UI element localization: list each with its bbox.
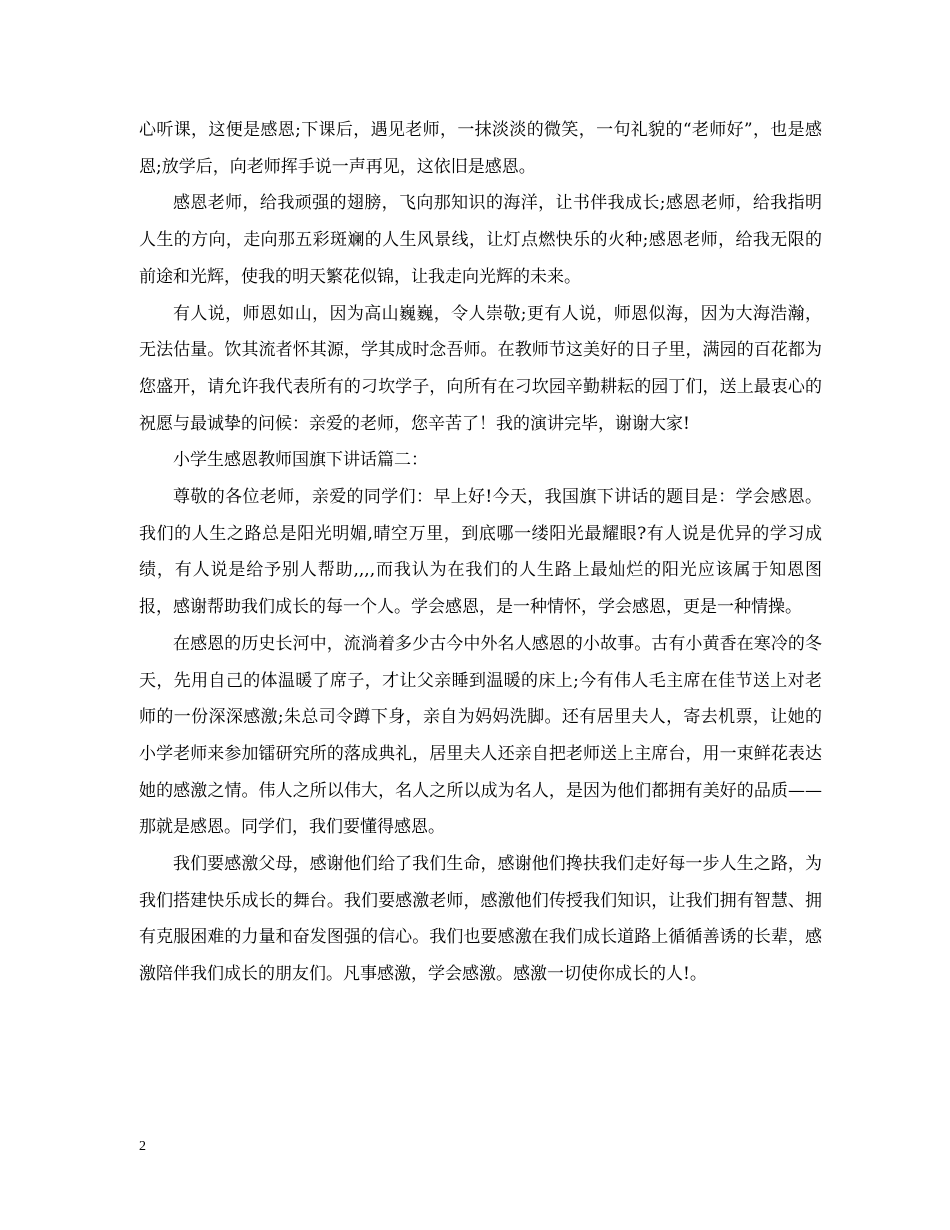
paragraph-7: 我们要感激父母，感谢他们给了我们生命，感谢他们搀扶我们走好每一步人生之路，为我们搭建快乐成长的舞台。我们要感激老师，感激他们传授我们知识，让我们拥有智慧、拥有克服困难的力量和奋发图强的信心。我们也要感激在我们成长道路上循循善诱的长辈，感激陪伴我们成长的朋友们。凡事感激，学会感激。感激一切使你成长的人!。 (139, 854, 822, 985)
paragraph-5: 尊敬的各位老师，亲爱的同学们：早上好!今天，我国旗下讲话的题目是：学会感恩。我们的人生之路总是阳光明媚,晴空万里，到底哪一缕阳光最耀眼?有人说是优异的学习成绩，有人说是给予别人帮助,,,,而我认为在我们的人生路上最灿烂的阳光应该属于知恩图报，感谢帮助我们成长的每一个人。学会感恩，是一种情怀，学会感恩，更是一种情操。 (139, 487, 822, 618)
page-number: 2 (139, 1139, 146, 1154)
paragraph-6: 在感恩的历史长河中，流淌着多少古今中外名人感恩的小故事。古有小黄香在寒冷的冬天，先用自己的体温暖了席子，才让父亲睡到温暖的床上;今有伟人毛主席在佳节送上对老师的一份深深感激;朱总司令蹲下身，亲自为妈妈洗脚。还有居里夫人，寄去机票，让她的小学老师来参加镭研究所的落成典礼，居里夫人还亲自把老师送上主席台，用一束鲜花表达她的感激之情。伟人之所以伟大，名人之所以成为名人，是因为他们都拥有美好的品质——那就是感恩。同学们，我们要懂得感恩。 (139, 633, 822, 838)
document-body (139, 112, 822, 993)
paragraph-3: 有人说，师恩如山，因为高山巍巍，令人崇敬;更有人说，师恩似海，因为大海浩瀚，无法估量。饮其流者怀其源，学其成时念吾师。在教师节这美好的日子里，满园的百花都为您盛开，请允许我代表所有的刁坎学子，向所有在刁坎园辛勤耕耘的园丁们，送上最衷心的祝愿与最诚挚的问候：亲爱的老师，您辛苦了！我的演讲完毕，谢谢大家! (139, 303, 822, 434)
section-heading: 小学生感恩教师国旗下讲话篇二： (173, 450, 428, 471)
paragraph-1: 心听课，这便是感恩;下课后，遇见老师，一抹淡淡的微笑，一句礼貌的“老师好”，也是感恩;放学后，向老师挥手说一声再见，这依旧是感恩。 (139, 120, 822, 177)
paragraph-2: 感恩老师，给我顽强的翅膀，飞向那知识的海洋，让书伴我成长;感恩老师，给我指明人生的方向，走向那五彩斑斓的人生风景线，让灯点燃快乐的火种;感恩老师，给我无限的前途和光辉，使我的明天繁花似锦，让我走向光辉的未来。 (139, 193, 822, 287)
